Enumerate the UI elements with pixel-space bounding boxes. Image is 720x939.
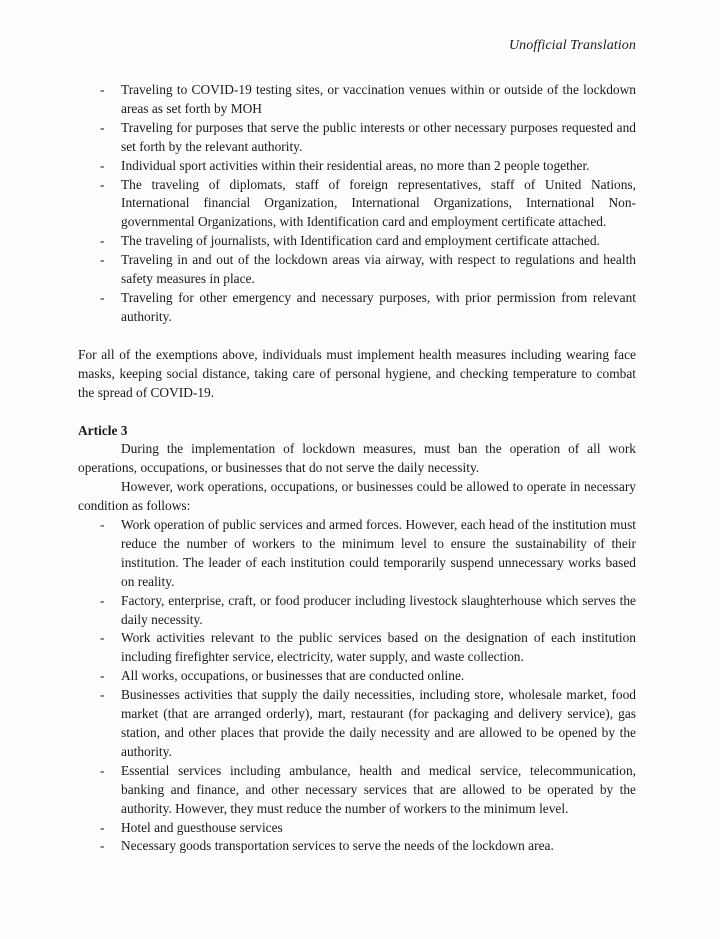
bullet-marker: - (100, 82, 105, 97)
bullet-marker: - (100, 687, 105, 703)
list-item-text: Traveling to COVID-19 testing sites, or vaccination venues within or outside of the lockdown areas as set forth by MOH (121, 82, 636, 116)
list-item-text: The traveling of diplomats, staff of foreign representatives, staff of United Nations, International financial Organization, International Organizations, International Non-governmental Organizations, with Identification card and employment certificate attached. (121, 176, 636, 230)
bullet-marker: - (100, 838, 105, 854)
list-item (78, 176, 636, 233)
bullet-marker: - (100, 819, 105, 835)
bullet-marker: - (100, 762, 105, 778)
list-item (78, 232, 636, 251)
allowed-operations-list (78, 516, 636, 856)
bullet-marker: - (100, 176, 105, 192)
list-item-text: The traveling of journalists, with Identification card and employment certificate attached. (121, 233, 600, 249)
list-item-text: Work operation of public services and armed forces. However, each head of the institution must reduce the number of workers to the minimum level to ensure the sustainability of their institution. The leader of each institution could temporarily suspend unnecessary works based on reality. (121, 517, 636, 589)
bullet-marker: - (100, 252, 105, 268)
article-3-paragraph-1: During the implementation of lockdown measures, must ban the operation of all work operations, occupations, or businesses that do not serve the daily necessity. (78, 441, 636, 476)
bullet-marker: - (100, 517, 105, 533)
article-3-title: Article 3 (78, 422, 128, 438)
list-item (78, 157, 636, 176)
list-item (78, 81, 636, 119)
list-item-text: Individual sport activities within their residential areas, no more than 2 people together. (121, 157, 590, 173)
list-item-text: Necessary goods transportation services to serve the needs of the lockdown area. (121, 838, 554, 854)
list-item-text: Essential services including ambulance, health and medical service, telecommunication, banking and finance, and other necessary services that are allowed to be operated by the authority. However, they must reduce the number of workers to the minimum level. (121, 762, 636, 816)
list-item (78, 629, 636, 667)
list-item (78, 119, 636, 157)
bullet-marker: - (100, 157, 105, 173)
bullet-marker: - (100, 630, 105, 646)
list-item (78, 819, 636, 838)
list-item (78, 592, 636, 630)
bullet-marker: - (100, 119, 105, 135)
document-body (78, 81, 636, 856)
list-item (78, 289, 636, 327)
bullet-marker: - (100, 668, 105, 684)
exemptions-paragraph: For all of the exemptions above, individuals must implement health measures including wearing face masks, keeping social distance, taking care of personal hygiene, and checking temperature to combat the spread of COVID-19. (78, 346, 636, 400)
bullet-marker: - (100, 289, 105, 305)
list-item-text: Traveling for purposes that serve the public interests or other necessary purposes requested and set forth by the relevant authority. (121, 119, 636, 154)
list-item (78, 251, 636, 289)
list-item-text: Factory, enterprise, craft, or food producer including livestock slaughterhouse which serves the daily necessity. (121, 592, 636, 627)
list-item-text: Hotel and guesthouse services (121, 819, 283, 835)
list-item (78, 686, 636, 762)
list-item-text: Businesses activities that supply the daily necessities, including store, wholesale market, food market (that are arranged orderly), mart, restaurant (for packaging and delivery service), gas station, and other places that provide the daily necessity and are allowed to be opened by the authority. (121, 687, 636, 759)
bullet-marker: - (100, 233, 105, 249)
list-item (78, 667, 636, 686)
list-item-text: Traveling in and out of the lockdown areas via airway, with respect to regulations and health safety measures in place. (121, 252, 636, 287)
article-3-paragraph-2: However, work operations, occupations, or businesses could be allowed to operate in necessary condition as follows: (78, 479, 636, 514)
list-item (78, 516, 636, 592)
bullet-marker: - (100, 592, 105, 608)
header-title: Unofficial Translation (508, 38, 636, 53)
list-item-text: Work activities relevant to the public services based on the designation of each institution including firefighter service, electricity, water supply, and waste collection. (121, 630, 636, 665)
list-item-text: Traveling for other emergency and necessary purposes, with prior permission from relevant authority. (121, 289, 636, 324)
list-item-text: All works, occupations, or businesses that are conducted online. (121, 668, 465, 684)
list-item (78, 762, 636, 819)
list-item (78, 837, 636, 856)
exemption-list (78, 81, 636, 327)
